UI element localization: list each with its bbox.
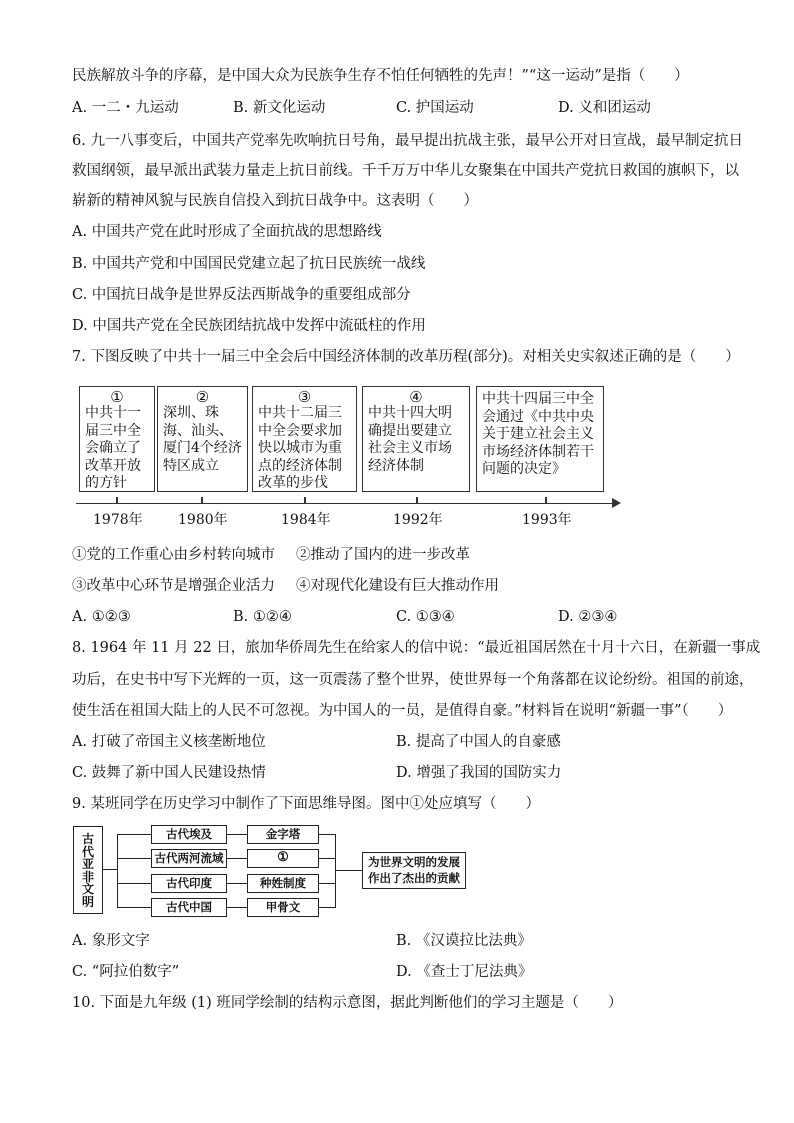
q6-option-b[interactable]: B. 中国共产党和中国国民党建立起了抗日民族统一战线	[72, 256, 426, 272]
q6-stem-line-1: 6. 九一八事变后，中国共产党率先吹响抗日号角，最早提出抗战主张，最早公开对日宣战，最早制定抗日	[72, 133, 743, 149]
connector-line	[319, 907, 335, 908]
mindmap-civ-1: 古代埃及	[151, 825, 227, 844]
timeline-tick	[416, 497, 418, 503]
q5-option-d[interactable]: D. 义和团运动	[558, 100, 651, 116]
q7-statement-3: ③改革中心环节是增强企业活力	[72, 578, 275, 594]
q8-option-d[interactable]: D. 增强了我国的国防实力	[396, 765, 562, 781]
q5-stem-tail: 民族解放斗争的序幕，是中国大众为民族争生存不怕任何牺牲的先声！”“这一运动”是指（ ）	[72, 68, 689, 84]
q10-stem: 10. 下面是九年级 (1) 班同学绘制的结构示意图，据此判断他们的学习主题是（ ）	[72, 995, 623, 1011]
connector-line	[319, 858, 335, 859]
q6-option-d[interactable]: D. 中国共产党在全民族团结抗战中发挥中流砥柱的作用	[72, 318, 426, 334]
q7-option-d[interactable]: D. ②③④	[558, 609, 618, 625]
timeline-year: 1992年	[393, 512, 443, 528]
q7-stem: 7. 下图反映了中共十一届三中全会后中国经济体制的改革历程(部分)。对相关史实叙述正确的是（ ）	[72, 349, 740, 365]
mindmap-root	[73, 826, 103, 914]
q8-option-b[interactable]: B. 提高了中国人的自豪感	[396, 734, 561, 750]
q9-option-d[interactable]: D. 《查士丁尼法典》	[396, 964, 533, 980]
mindmap-item-blank: ①	[247, 849, 319, 868]
q8-stem-line-1: 8. 1964 年 11 月 22 日，旅加华侨周先生在给家人的信中说：“最近祖国居然在十月十六日，在新疆一事成	[72, 640, 761, 656]
connector-line	[227, 834, 247, 835]
q5-option-b[interactable]: B. 新文化运动	[233, 100, 326, 116]
timeline-axis	[76, 503, 616, 504]
q8-stem-line-2: 功后，在史书中写下光辉的一页，这一页震荡了整个世界，使世界每一个角落都在议论纷纷。祖国的前途，	[72, 672, 754, 688]
timeline-tick	[201, 497, 203, 503]
q6-stem-line-2: 救国纲领，最早派出武装力量走上抗日前线。千千万万中华儿女聚集在中国共产党抗日救国的旗帜下，以	[72, 163, 739, 179]
timeline-box-text: 中共十四大明确提出要建立社会主义市场经济体制	[368, 405, 452, 474]
timeline-tick	[116, 497, 118, 503]
timeline-box-number: ①	[110, 388, 124, 406]
q8-option-c[interactable]: C. 鼓舞了新中国人民建设热情	[72, 765, 266, 781]
q6-option-a[interactable]: A. 中国共产党在此时形成了全面抗战的思想路线	[72, 224, 382, 240]
timeline-box-text: 中共十二届三中全会要求加快以城市为重点的经济体制改革的步伐	[258, 405, 342, 491]
timeline-year: 1993年	[522, 512, 572, 528]
q9-option-b[interactable]: B. 《汉谟拉比法典》	[396, 933, 532, 949]
timeline-box-5	[476, 386, 604, 492]
connector-line	[335, 870, 362, 871]
timeline-year: 1980年	[178, 512, 228, 528]
connector-line	[117, 834, 118, 908]
q9-stem: 9. 某班同学在历史学习中制作了下面思维导图。图中①处应填写（ ）	[72, 796, 540, 812]
q5-option-a[interactable]: A. 一二・九运动	[72, 100, 179, 116]
timeline-box-number: ②	[195, 388, 210, 406]
q7-option-a[interactable]: A. ①②③	[72, 609, 131, 625]
connector-line	[227, 907, 247, 908]
connector-line	[117, 907, 151, 908]
q6-stem-line-3: 崭新的精神风貌与民族自信投入到抗日战争中。这表明（ ）	[72, 193, 478, 209]
connector-line	[227, 858, 247, 859]
mindmap-conclusion: 为世界文明的发展作出了杰出的贡献	[362, 852, 466, 889]
timeline-box-number: ④	[409, 388, 423, 406]
connector-line	[117, 834, 151, 835]
q9-option-c[interactable]: C. “阿拉伯数字”	[72, 964, 180, 980]
connector-line	[117, 883, 151, 884]
q8-stem-line-3: 使生活在祖国大陆上的人民不可忽视。为中国人的一员，是值得自豪。”材料旨在说明“新疆一事”（ ）	[72, 703, 733, 719]
connector-line	[117, 858, 151, 859]
timeline-box-3	[252, 386, 357, 492]
mindmap-root-label: 古代亚非文明	[81, 832, 94, 909]
connector-line	[335, 834, 336, 908]
mindmap-civ-2: 古代两河流域	[151, 849, 227, 868]
q7-statement-4: ④对现代化建设有巨大推动作用	[296, 578, 499, 594]
mindmap-item-3: 种姓制度	[247, 874, 319, 893]
timeline-tick	[545, 497, 547, 503]
connector-line	[319, 834, 335, 835]
mindmap-item-1: 金字塔	[247, 825, 319, 844]
timeline-box-4	[362, 386, 470, 492]
connector-line	[103, 869, 117, 870]
connector-line	[319, 883, 335, 884]
mindmap-civ-4: 古代中国	[151, 898, 227, 917]
q8-option-a[interactable]: A. 打破了帝国主义核垄断地位	[72, 734, 266, 750]
q6-option-c[interactable]: C. 中国抗日战争是世界反法西斯战争的重要组成部分	[72, 287, 411, 303]
timeline-tick	[304, 497, 306, 503]
connector-line	[227, 883, 247, 884]
q5-option-c[interactable]: C. 护国运动	[396, 100, 474, 116]
q9-option-a[interactable]: A. 象形文字	[72, 933, 150, 949]
timeline-year: 1984年	[281, 512, 331, 528]
q7-option-b[interactable]: B. ①②④	[233, 609, 292, 625]
timeline-box-2	[157, 386, 248, 492]
q7-statement-2: ②推动了国内的进一步改革	[296, 547, 470, 563]
timeline-box-number: ③	[297, 388, 312, 406]
timeline-box-text: 中共十四届三中全会通过《中共中央关于建立社会主义市场经济体制若干问题的决定》	[482, 391, 594, 477]
mindmap-item-4: 甲骨文	[247, 898, 319, 917]
timeline-box-text: 中共十一届三中全会确立了改革开放的方针	[85, 405, 141, 491]
q7-option-c[interactable]: C. ①③④	[396, 609, 455, 625]
q7-statement-1: ①党的工作重心由乡村转向城市	[72, 547, 275, 563]
mindmap-civ-3: 古代印度	[151, 874, 227, 893]
timeline-box-text: 深圳、珠海、汕头、厦门4个经济特区成立	[163, 405, 242, 474]
timeline-arrow-icon	[612, 498, 621, 508]
timeline-box-1	[79, 386, 155, 492]
timeline-year: 1978年	[93, 512, 143, 528]
